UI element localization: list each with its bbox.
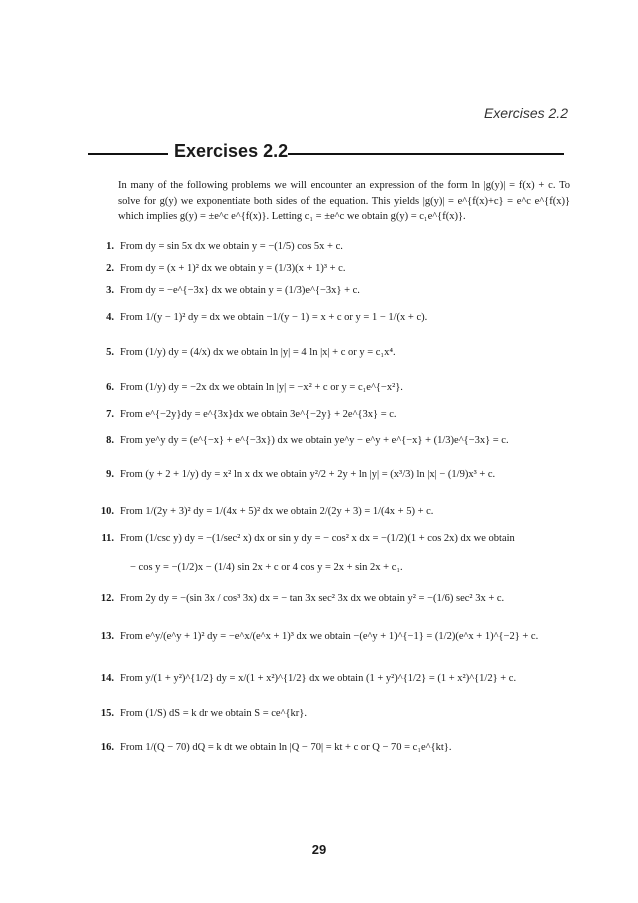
exercise-number: 5. xyxy=(106,347,114,358)
exercise-text: From dy = (x + 1)² dx we obtain y = (1/3)(x + 1)³ + c. xyxy=(120,263,346,274)
exercise-number: 15. xyxy=(100,708,114,719)
exercise-text: From ye^y dy = (e^{−x} + e^{−3x}) dx we obtain ye^y − e^y + e^{−x} + (1/3)e^{−3x} = c. xyxy=(120,435,509,446)
exercise-number: 8. xyxy=(106,435,114,446)
exercise-text: From 1/(Q − 70) dQ = k dt we obtain ln |Q − 70| = kt + c or Q − 70 = c₁e^{kt}. xyxy=(120,742,452,753)
title-rule-left xyxy=(88,153,168,155)
exercise-text: From e^y/(e^y + 1)² dy = −e^x/(e^x + 1)³ dx we obtain −(e^y + 1)^{−1} = (1/2)(e^x + 1)^{−2} + c. xyxy=(120,631,539,642)
exercise-number: 7. xyxy=(106,409,114,420)
exercise-text: From (y + 2 + 1/y) dy = x² ln x dx we obtain y²/2 + 2y + ln |y| = (x³/3) ln |x| − (1/9)x³ + c. xyxy=(120,469,496,480)
intro-paragraph: In many of the following problems we will encounter an expression of the form ln |g(y)| = f(x) + c. To solve for g(y) we exponentiate both sides of the equation. This yields |g(y)| = e^{f(x)+c} = e^c e^{f(x)} which implies g(y) = ±e^c e^{f(x)}. Letting c₁ = ±e^c we obtain g(y) = c₁e^{f(x)}. xyxy=(118,180,570,222)
title-rule-right xyxy=(288,153,564,155)
section-title: Exercises 2.2 xyxy=(174,141,289,161)
exercise-number: 9. xyxy=(106,469,114,480)
exercise-number: 6. xyxy=(106,382,114,393)
exercise-text: From y/(1 + y²)^{1/2} dy = x/(1 + x²)^{1/2} dx we obtain (1 + y²)^{1/2} = (1 + x²)^{1/2} + c. xyxy=(120,673,517,684)
exercise-text: From dy = sin 5x dx we obtain y = −(1/5) cos 5x + c. xyxy=(120,241,343,252)
section-title-row xyxy=(88,143,564,163)
exercise-number: 3. xyxy=(106,285,114,296)
exercise-number: 11. xyxy=(101,533,114,544)
exercise-text: From (1/csc y) dy = −(1/sec² x) dx or sin y dy = − cos² x dx = −(1/2)(1 + cos 2x) dx we obtain xyxy=(120,533,515,544)
exercise-text: From 1/(2y + 3)² dy = 1/(4x + 5)² dx we obtain 2/(2y + 3) = 1/(4x + 5) + c. xyxy=(120,506,434,517)
exercise-text: From e^{−2y}dy = e^{3x}dx we obtain 3e^{−2y} + 2e^{3x} = c. xyxy=(120,409,397,420)
page-number: 29 xyxy=(311,842,327,857)
exercise-number: 4. xyxy=(106,312,114,323)
exercise-text: From 2y dy = −(sin 3x / cos³ 3x) dx = − tan 3x sec² 3x dx we obtain y² = −(1/6) sec² 3x + c. xyxy=(120,593,505,604)
running-head: Exercises 2.2 xyxy=(483,105,568,121)
exercise-number: 16. xyxy=(100,742,114,753)
exercise-number: 10. xyxy=(100,506,114,517)
exercise-text: From (1/y) dy = −2x dx we obtain ln |y| = −x² + c or y = c₁e^{−x²}. xyxy=(120,382,403,393)
exercise-text: From 1/(y − 1)² dy = dx we obtain −1/(y − 1) = x + c or y = 1 − 1/(x + c). xyxy=(120,312,428,323)
exercise-number: 14. xyxy=(100,673,114,684)
exercise-text: From (1/S) dS = k dr we obtain S = ce^{kr}. xyxy=(120,708,307,719)
exercise-text: From (1/y) dy = (4/x) dx we obtain ln |y| = 4 ln |x| + c or y = c₁x⁴. xyxy=(120,347,396,358)
exercise-number: 2. xyxy=(106,263,114,274)
exercise-number: 1. xyxy=(106,241,114,252)
exercise-text: From dy = −e^{−3x} dx we obtain y = (1/3)e^{−3x} + c. xyxy=(120,285,360,296)
exercise-continuation: − cos y = −(1/2)x − (1/4) sin 2x + c or 4 cos y = 2x + sin 2x + c₁. xyxy=(130,562,403,573)
exercise-number: 12. xyxy=(100,593,114,604)
exercise-number: 13. xyxy=(100,631,114,642)
